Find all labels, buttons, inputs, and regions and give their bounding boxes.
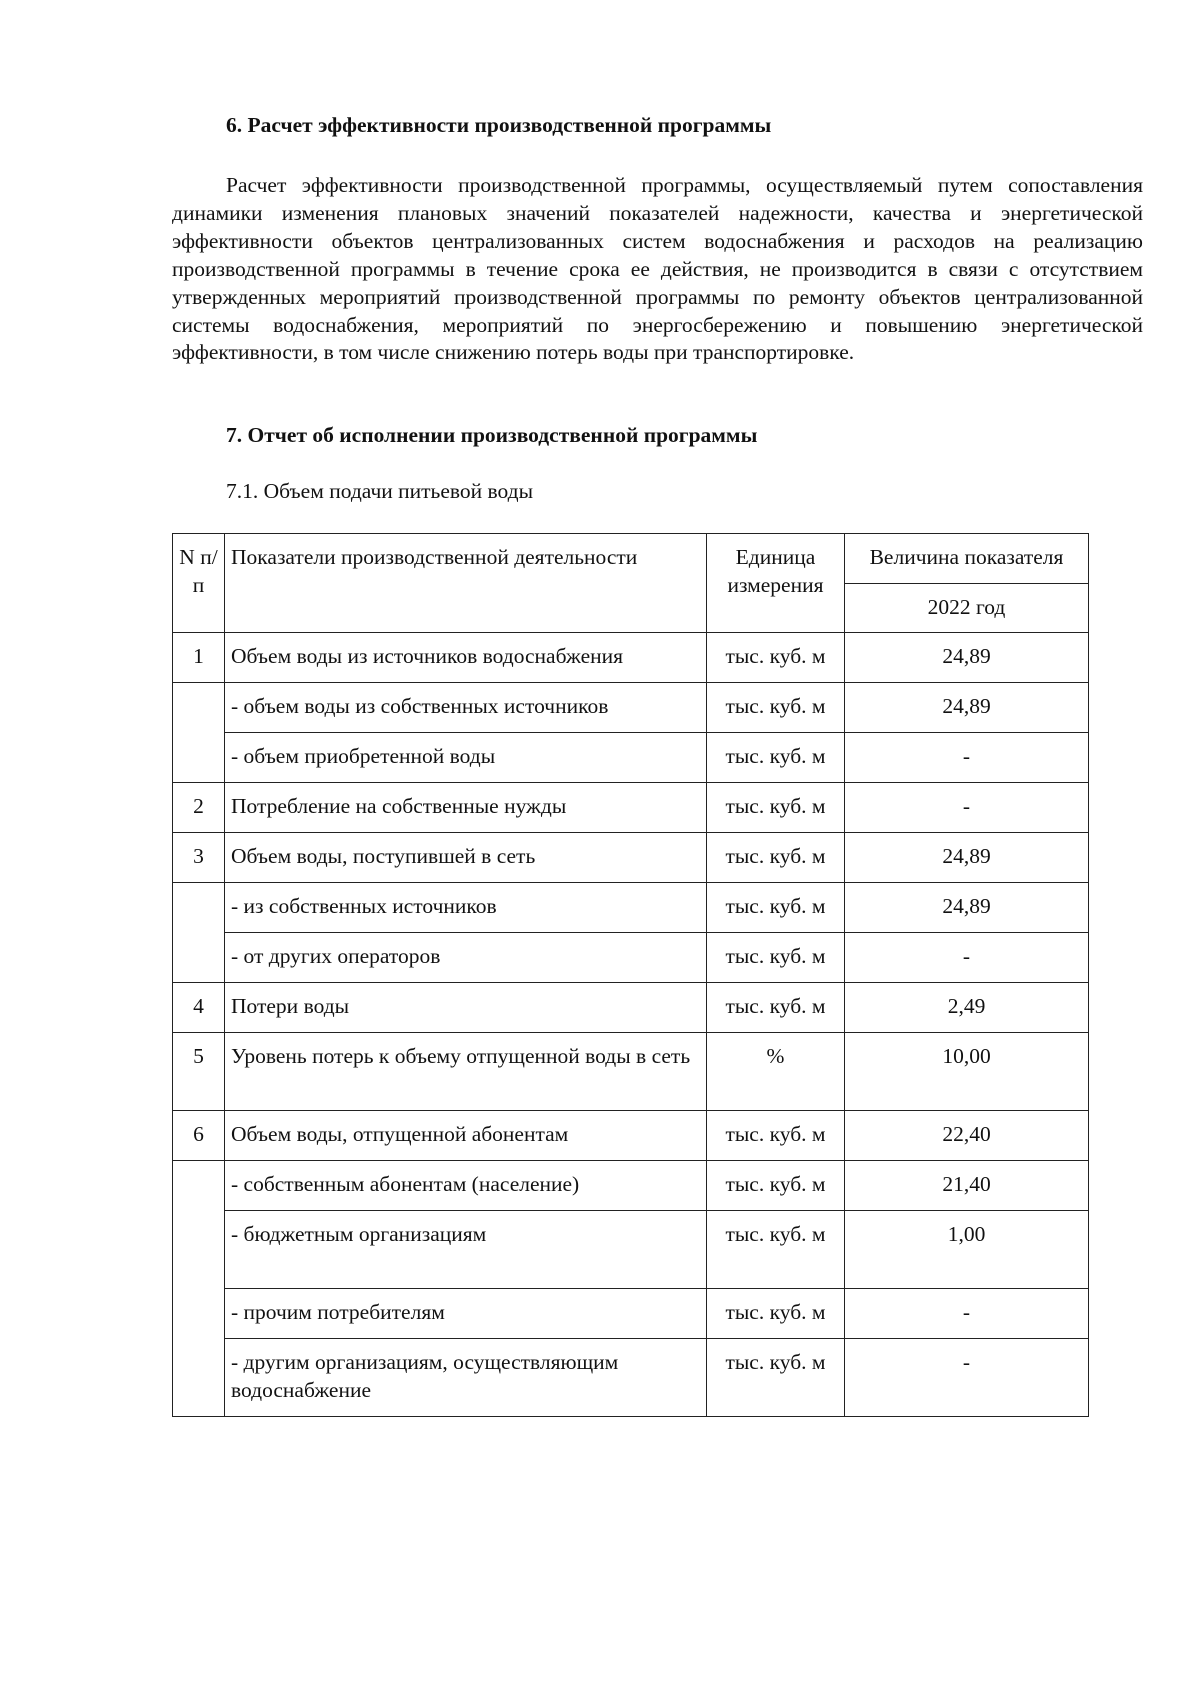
row-name: - прочим потребителям [225, 1289, 707, 1339]
row-value: - [845, 1339, 1089, 1417]
row-name: Уровень потерь к объему отпущенной воды в сеть [225, 1033, 707, 1111]
row-num: 1 [173, 633, 225, 683]
row-value: 1,00 [845, 1211, 1089, 1289]
row-unit: % [707, 1033, 845, 1111]
row-unit: тыс. куб. м [707, 833, 845, 883]
table-row [173, 833, 1089, 883]
header-unit: Единица измерения [707, 534, 845, 633]
row-unit: тыс. куб. м [707, 683, 845, 733]
row-unit: тыс. куб. м [707, 1161, 845, 1211]
section-6-paragraph: Расчет эффективности производственной программы, осуществляемый путем сопоставления динамики изменения плановых значений показателей надежности, качества и энергетической эффективности объектов централизованных систем водоснабжения и расходов на реализацию производственной программы в течение срока ее действия, не производится в связи с отсутствием утвержденных мероприятий производственной программы по ремонту объектов централизованной системы водоснабжения, мероприятий по энергосбережению и повышению энергетической эффективности, в том числе снижению потерь воды при транспортировке. [172, 173, 1143, 365]
section-6-heading: 6. Расчет эффективности производственной программы [226, 113, 772, 137]
row-name: - объем приобретенной воды [225, 733, 707, 783]
table-header-row [173, 534, 1089, 584]
row-name: - собственным абонентам (население) [225, 1161, 707, 1211]
row-name: Потери воды [225, 983, 707, 1033]
row-value: 10,00 [845, 1033, 1089, 1111]
header-num: N п/п [173, 534, 225, 633]
table-row [173, 1111, 1089, 1161]
row-name: Объем воды из источников водоснабжения [225, 633, 707, 683]
row-name: Объем воды, поступившей в сеть [225, 833, 707, 883]
row-num: 5 [173, 1033, 225, 1111]
row-name: - бюджетным организациям [225, 1211, 707, 1289]
row-unit: тыс. куб. м [707, 933, 845, 983]
row-name: Потребление на собственные нужды [225, 783, 707, 833]
table-row [173, 983, 1089, 1033]
table-row [173, 1033, 1089, 1111]
row-unit: тыс. куб. м [707, 733, 845, 783]
row-unit: тыс. куб. м [707, 1111, 845, 1161]
section-7-heading: 7. Отчет об исполнении производственной программы [226, 423, 758, 447]
table-row [173, 933, 1089, 983]
row-num: 3 [173, 833, 225, 883]
row-unit: тыс. куб. м [707, 783, 845, 833]
row-num: 6 [173, 1111, 225, 1161]
row-unit: тыс. куб. м [707, 883, 845, 933]
water-supply-table [172, 533, 1089, 1417]
table-row [173, 633, 1089, 683]
row-unit: тыс. куб. м [707, 983, 845, 1033]
row-value: 24,89 [845, 683, 1089, 733]
row-name: - другим организациям, осуществляющим водоснабжение [225, 1339, 707, 1417]
table-row [173, 683, 1089, 733]
row-value: 2,49 [845, 983, 1089, 1033]
header-year: 2022 год [845, 584, 1089, 633]
row-num [173, 1161, 225, 1417]
table-row [173, 1161, 1089, 1211]
row-num: 2 [173, 783, 225, 833]
row-num [173, 683, 225, 783]
header-value: Величина показателя [845, 534, 1089, 584]
section-7-1-subheading: 7.1. Объем подачи питьевой воды [226, 479, 534, 503]
table-row [173, 883, 1089, 933]
row-value: 22,40 [845, 1111, 1089, 1161]
table-row [173, 783, 1089, 833]
row-value: - [845, 783, 1089, 833]
row-num [173, 883, 225, 983]
row-unit: тыс. куб. м [707, 1339, 845, 1417]
table-row [173, 1289, 1089, 1339]
row-name: - объем воды из собственных источников [225, 683, 707, 733]
row-value: - [845, 933, 1089, 983]
row-value: 24,89 [845, 633, 1089, 683]
row-value: 24,89 [845, 833, 1089, 883]
header-name: Показатели производственной деятельности [225, 534, 707, 633]
row-value: - [845, 733, 1089, 783]
row-value: - [845, 1289, 1089, 1339]
row-name: Объем воды, отпущенной абонентам [225, 1111, 707, 1161]
row-unit: тыс. куб. м [707, 1289, 845, 1339]
row-name: - из собственных источников [225, 883, 707, 933]
table-row [173, 1339, 1089, 1417]
row-unit: тыс. куб. м [707, 633, 845, 683]
table-row [173, 1211, 1089, 1289]
row-value: 21,40 [845, 1161, 1089, 1211]
row-unit: тыс. куб. м [707, 1211, 845, 1289]
row-value: 24,89 [845, 883, 1089, 933]
row-num: 4 [173, 983, 225, 1033]
table-row [173, 733, 1089, 783]
row-name: - от других операторов [225, 933, 707, 983]
